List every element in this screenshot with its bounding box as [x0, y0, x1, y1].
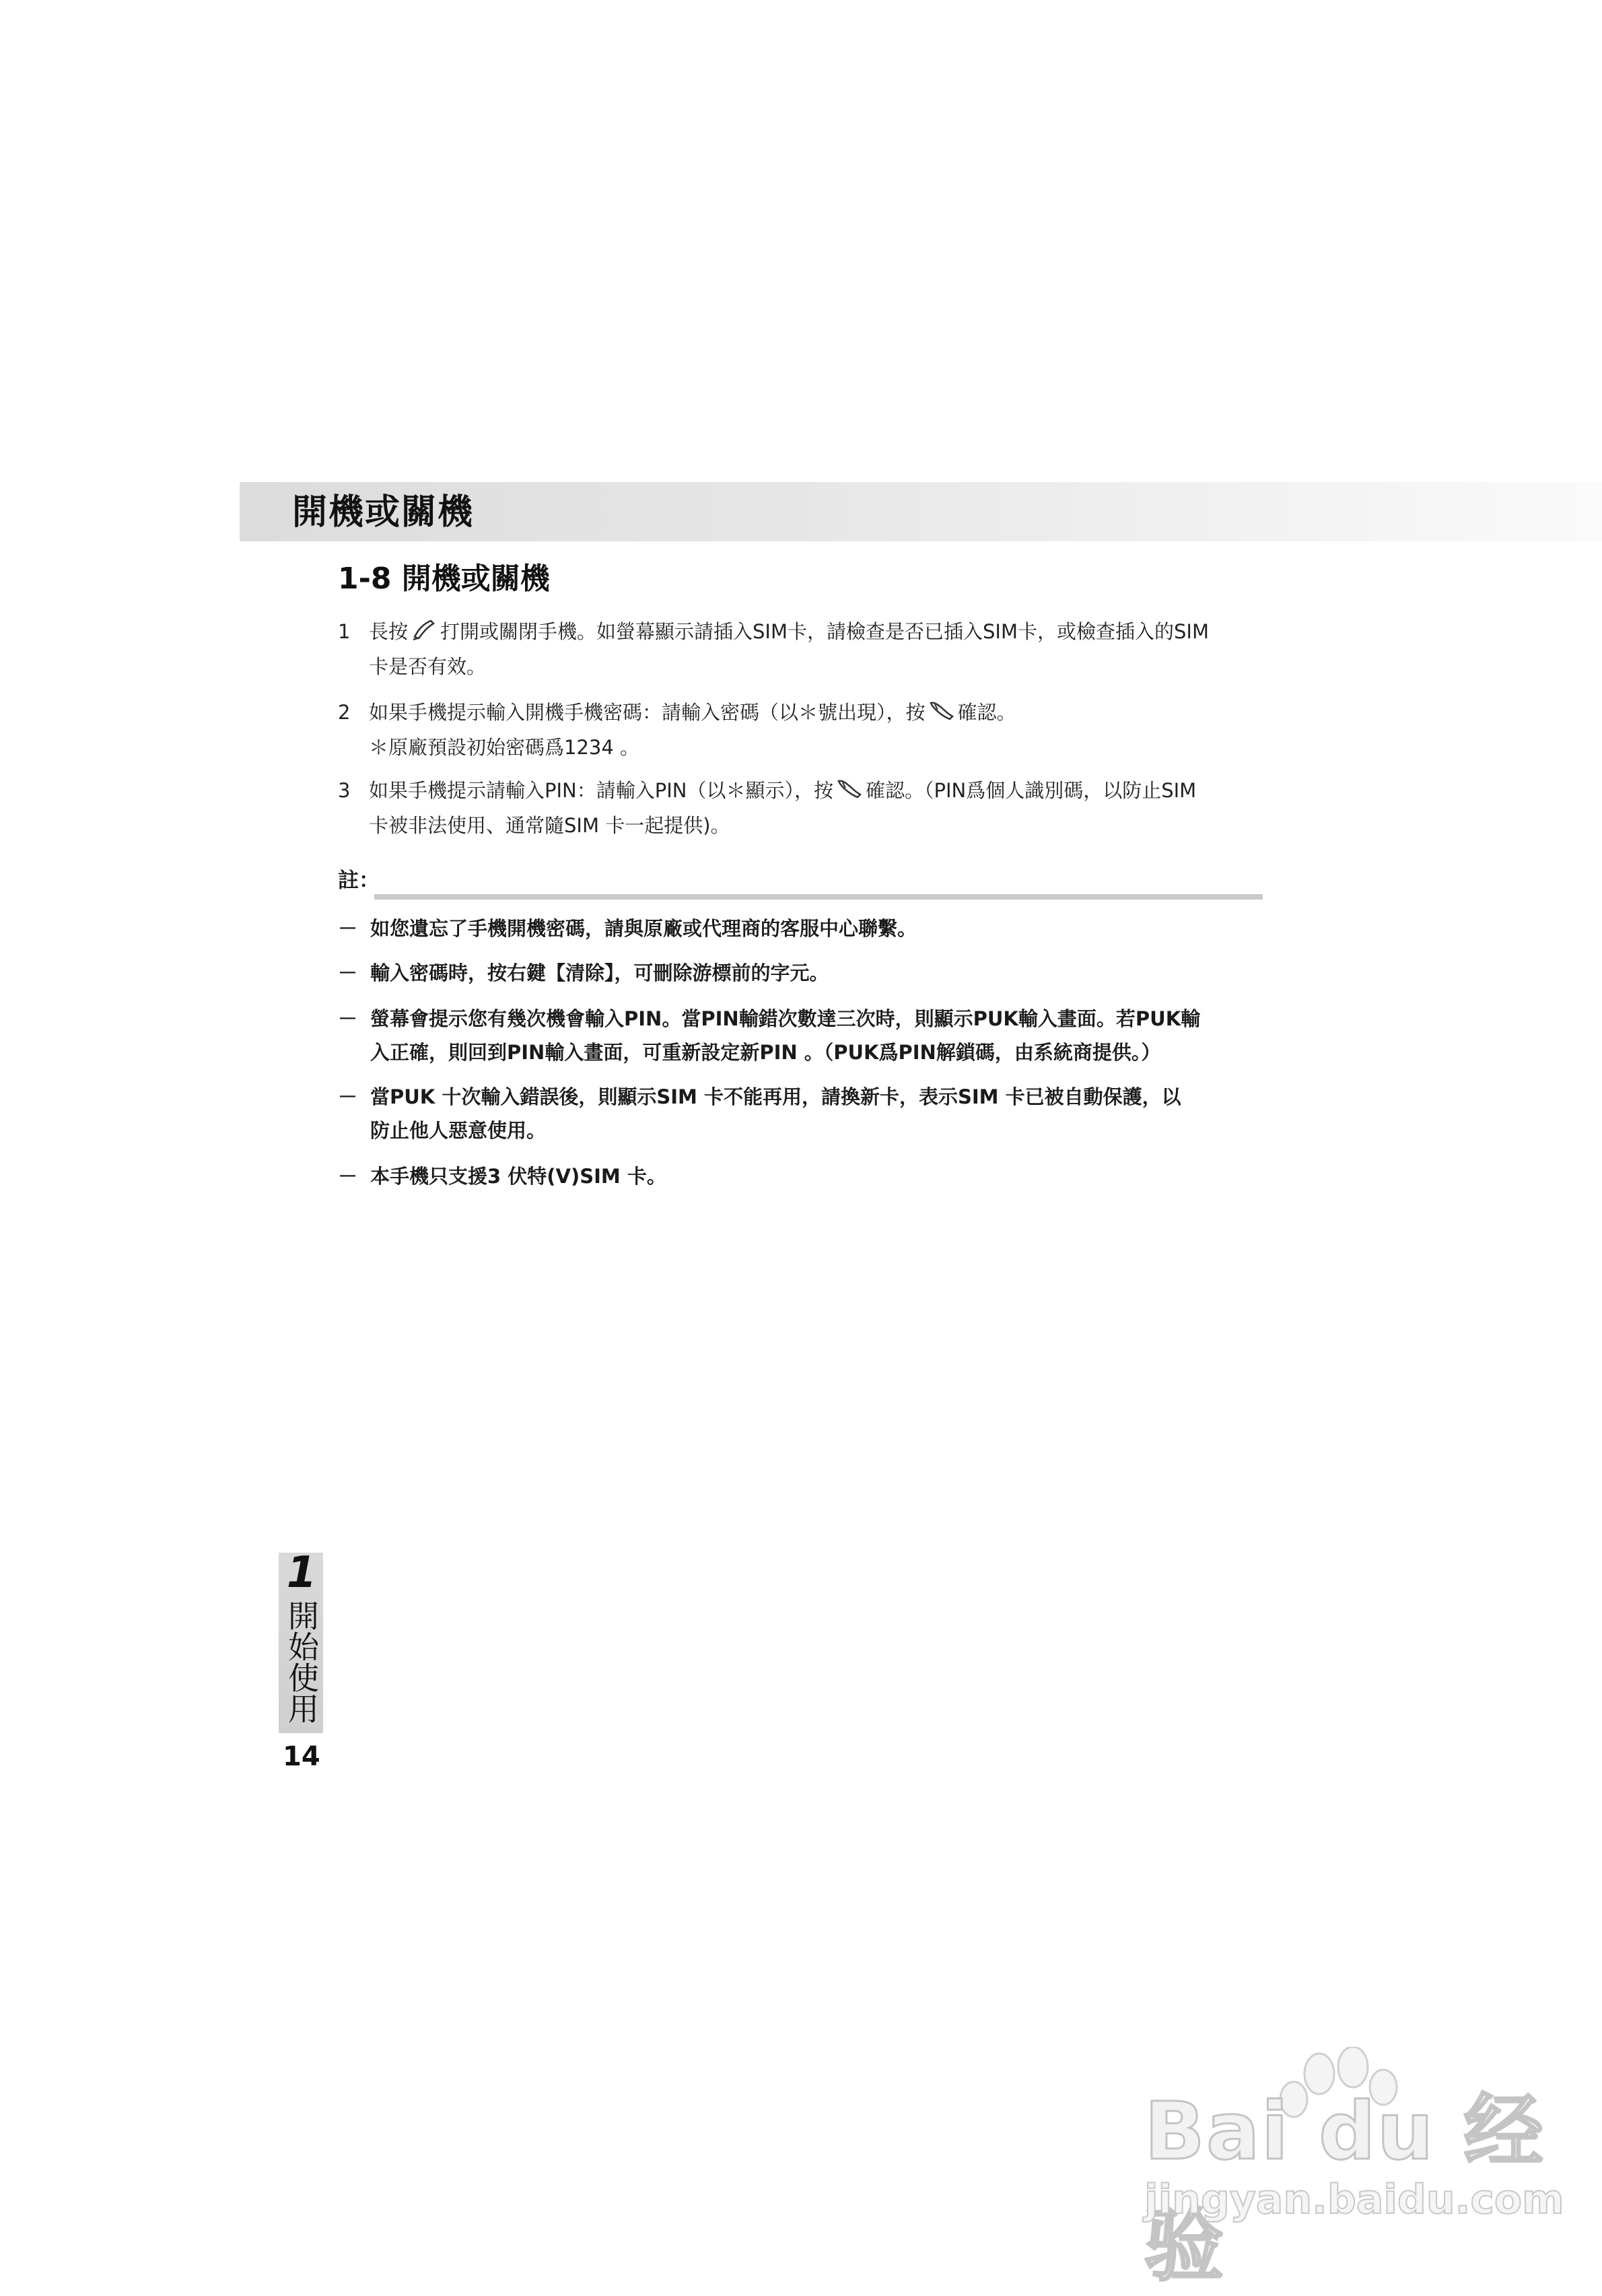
- page-number: 14: [283, 1741, 320, 1772]
- step-text: 確認。: [957, 701, 1016, 724]
- section-title: 1-8 開機或關機: [338, 562, 550, 596]
- note-text: 當PUK 十次輸入錯誤後，則顯示SIM 卡不能再用，請換新卡，表示SIM 卡已被自動保護，以: [370, 1085, 1181, 1108]
- note-dash: －: [338, 1085, 358, 1108]
- notes-label: 註：: [338, 869, 380, 893]
- step-text: 如果手機提示輸入開機手機密碼：請輸入密碼（以＊號出現），按: [369, 701, 926, 724]
- note-item: [338, 912, 1280, 945]
- step-text: ＊原廠預設初始密碼爲1234 。: [369, 736, 640, 759]
- step-text: 打開或關閉手機。如螢幕顯示請插入SIM卡，請檢查是否已插入SIM卡，或檢查插入的SIM: [440, 620, 1209, 643]
- step-text: 卡是否有效。: [369, 655, 487, 678]
- note-dash: －: [338, 1165, 358, 1188]
- note-text: 如您遺忘了手機開機密碼，請與原廠或代理商的客服中心聯繫。: [370, 917, 917, 940]
- note-text: 螢幕會提示您有幾次機會輸入PIN。當PIN輸錯次數達三次時，則顯示PUK輸入畫面。若PUK輸: [370, 1007, 1201, 1030]
- step-2: [338, 696, 1267, 764]
- step-3: [338, 774, 1267, 842]
- step-text: 確認。（PIN爲個人識別碼，以防止SIM: [865, 779, 1197, 802]
- note-text: 本手機只支援3 伏特(V)SIM 卡。: [370, 1165, 666, 1188]
- step-text: 如果手機提示請輸入PIN：請輸入PIN（以＊顯示），按: [369, 779, 833, 802]
- note-item: [338, 956, 1280, 990]
- page-title: 開機或關機: [292, 492, 475, 533]
- chapter-title: 開始使用: [283, 1600, 320, 1724]
- step-text: 卡被非法使用、通常隨SIM 卡一起提供)。: [369, 814, 730, 837]
- note-item: [338, 1002, 1280, 1069]
- note-dash: －: [338, 961, 358, 984]
- send-key-icon: [928, 699, 955, 731]
- note-item: [338, 1080, 1280, 1147]
- step-number: 1: [338, 620, 351, 643]
- notes-divider: [374, 894, 1263, 900]
- step-1: [338, 615, 1267, 683]
- end-key-icon: [411, 618, 438, 650]
- step-number: 2: [338, 701, 351, 724]
- step-text: 長按: [369, 620, 409, 643]
- note-dash: －: [338, 917, 358, 940]
- watermark-url: jingyan.baidu.com: [1144, 2176, 1564, 2223]
- note-item: [338, 1159, 1280, 1193]
- note-text: 防止他人惡意使用。: [370, 1119, 547, 1142]
- chapter-number: 1: [286, 1548, 317, 1598]
- step-number: 3: [338, 779, 351, 802]
- note-text: 輸入密碼時，按右鍵【清除】，可刪除游標前的字元。: [370, 961, 829, 984]
- note-dash: －: [338, 1007, 358, 1030]
- note-text: 入正確，則回到PIN輸入畫面，可重新設定新PIN 。（PUK爲PIN解鎖碼，由系統商提供。）: [370, 1041, 1161, 1064]
- send-key-icon: [836, 777, 863, 809]
- watermark-brand: Bai du 经验: [1144, 2085, 1545, 2292]
